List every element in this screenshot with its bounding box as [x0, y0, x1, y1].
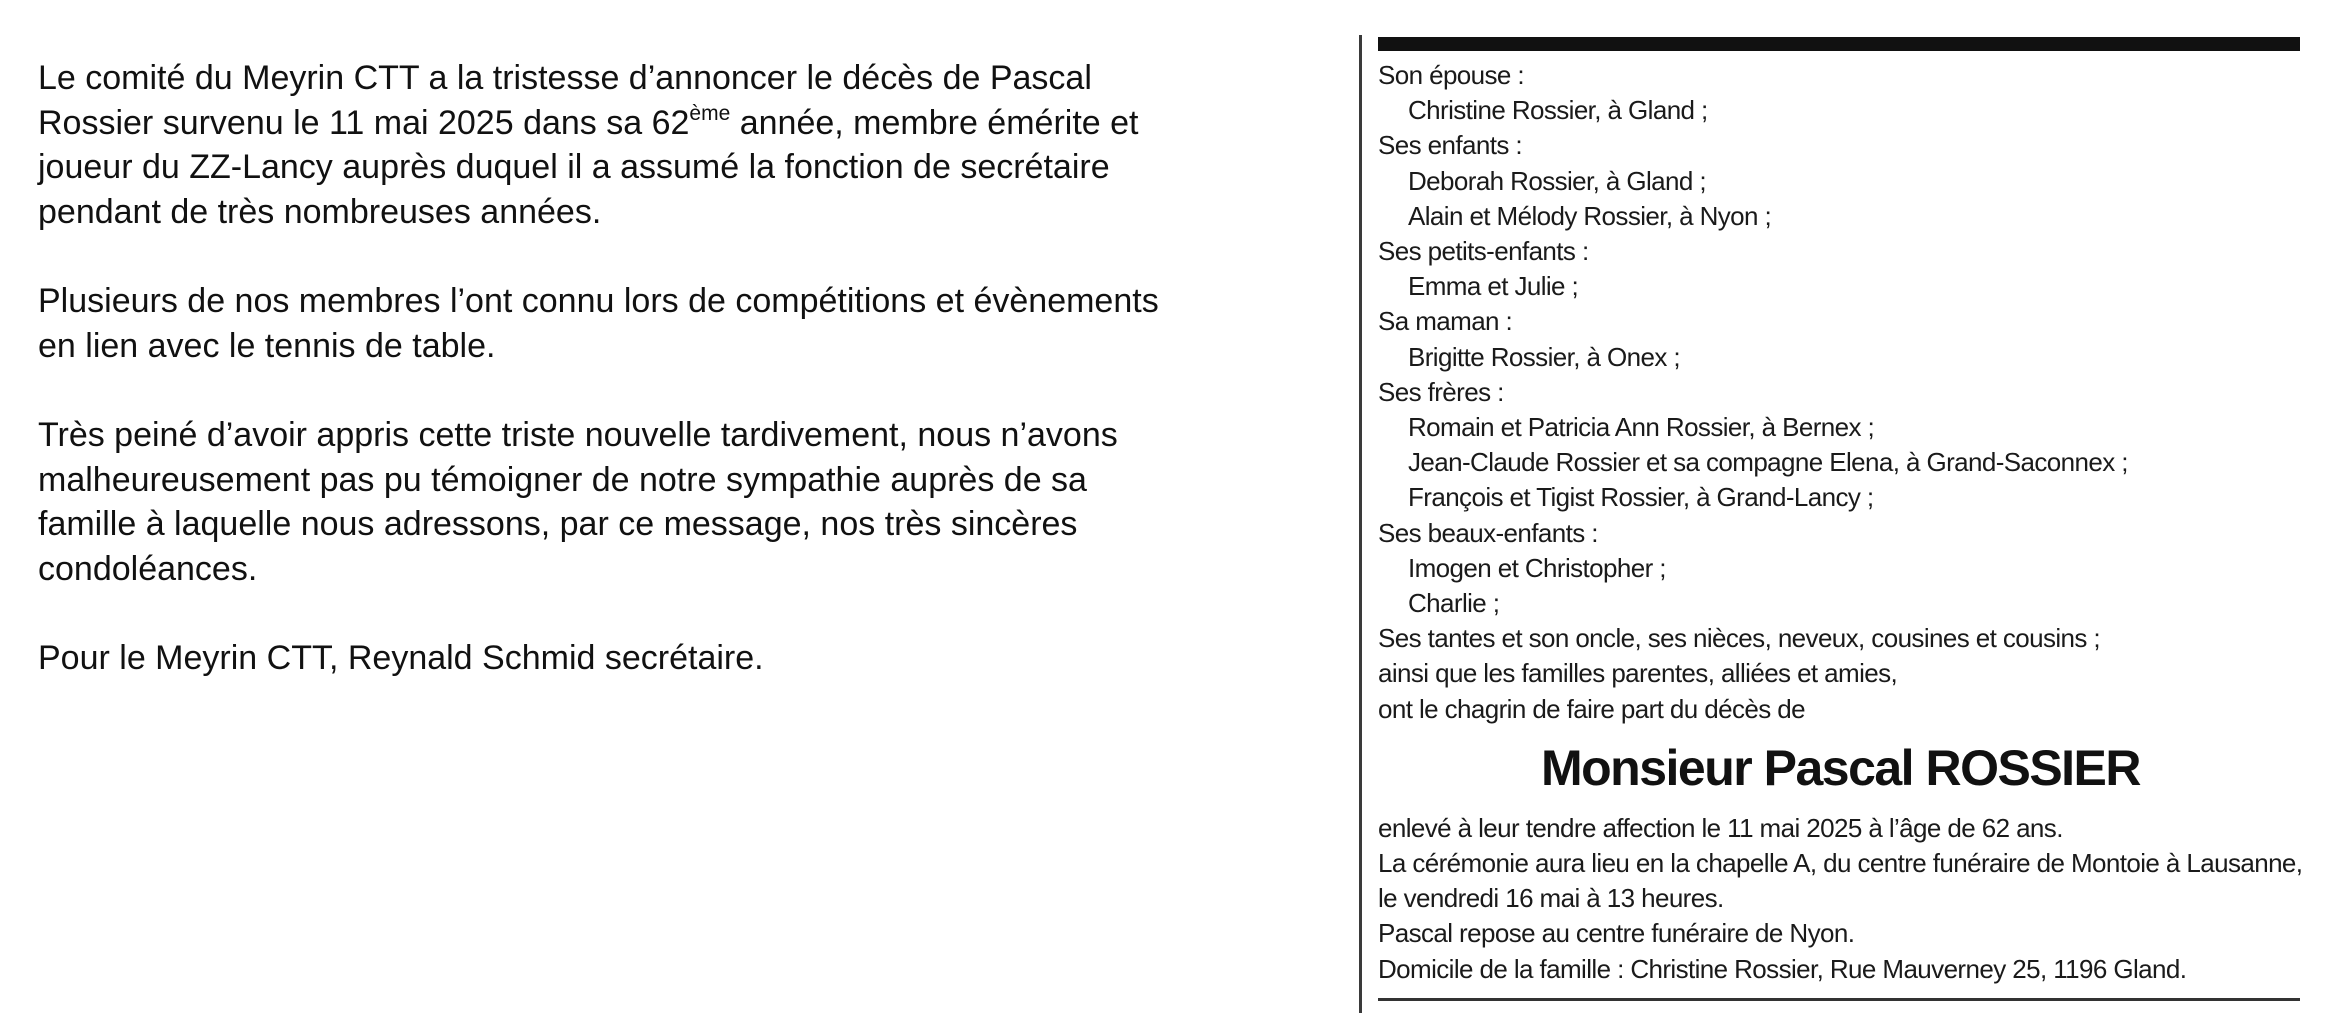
letter-p1-start: Le comité du Meyrin CTT a la tristesse d’annoncer le décès de Pascal Rossier survenu le 11 mai 2025 dans sa 62: [38, 59, 1092, 142]
family-line: Ses frères :: [1378, 376, 1504, 407]
detail-line: enlevé à leur tendre affection le 11 mai 2025 à l’âge de 62 ans.: [1378, 812, 2063, 843]
obituary-family-list: [1378, 58, 2303, 727]
family-line: Emma et Julie ;: [1408, 271, 1579, 302]
detail-line: Pascal repose au centre funéraire de Nyon.: [1378, 918, 1855, 949]
family-line: ont le chagrin de faire part du décès de: [1378, 693, 1805, 724]
family-line: Ses petits-enfants :: [1378, 236, 1589, 267]
club-letter: [38, 56, 1338, 726]
detail-line: le vendredi 16 mai à 13 heures.: [1378, 883, 1724, 914]
letter-paragraph-announcement: [38, 56, 1338, 234]
detail-line: La cérémonie aura lieu en la chapelle A, du centre funéraire de Montoie à Lausanne,: [1378, 848, 2303, 879]
family-line: ainsi que les familles parentes, alliées et amies,: [1378, 658, 1898, 689]
obituary-bottom-rule: [1378, 998, 2300, 1001]
letter-paragraph-condolences: Très peiné d’avoir appris cette triste nouvelle tardivement, nous n’avons malheureusement pas pu témoigner de notre sympathie auprès de sa famille à laquelle nous adressons, par ce message, nos très sincères condoléances.: [38, 416, 1118, 588]
ordinal-superscript: ème: [689, 101, 731, 125]
letter-signature: Pour le Meyrin CTT, Reynald Schmid secrétaire.: [38, 639, 764, 677]
family-line: Romain et Patricia Ann Rossier, à Bernex ;: [1408, 412, 1875, 443]
family-line: Imogen et Christopher ;: [1408, 552, 1666, 583]
detail-line: Domicile de la famille : Christine Rossier, Rue Mauverney 25, 1196 Gland.: [1378, 953, 2187, 984]
family-line: Christine Rossier, à Gland ;: [1408, 95, 1708, 126]
obituary-notice: [1378, 58, 2303, 987]
family-line: Ses enfants :: [1378, 130, 1522, 161]
family-line: François et Tigist Rossier, à Grand-Lancy ;: [1408, 482, 1874, 513]
family-line: Brigitte Rossier, à Onex ;: [1408, 341, 1680, 372]
obituary-top-bar: [1378, 37, 2300, 51]
family-line: Ses beaux-enfants :: [1378, 517, 1598, 548]
family-line: Son épouse :: [1378, 60, 1525, 90]
family-line: Deborah Rossier, à Gland ;: [1408, 165, 1707, 196]
family-line: Alain et Mélody Rossier, à Nyon ;: [1408, 200, 1772, 231]
obituary-details: [1378, 811, 2303, 987]
obituary-left-rule: [1359, 35, 1362, 1013]
family-line: Jean-Claude Rossier et sa compagne Elena, à Grand-Saconnex ;: [1408, 447, 2128, 478]
deceased-name: Monsieur Pascal ROSSIER: [1540, 739, 2141, 796]
letter-paragraph-members: Plusieurs de nos membres l’ont connu lors de compétitions et évènements en lien avec le tennis de table.: [38, 282, 1159, 365]
family-line: Ses tantes et son oncle, ses nièces, neveux, cousines et cousins ;: [1378, 623, 2101, 654]
family-line: Charlie ;: [1408, 588, 1500, 619]
family-line: Sa maman :: [1378, 306, 1513, 337]
letter-p1-end: année, membre émérite et joueur du ZZ-Lancy auprès duquel il a assumé la fonction de secrétaire pendant de très nombreuses années.: [38, 103, 1139, 231]
